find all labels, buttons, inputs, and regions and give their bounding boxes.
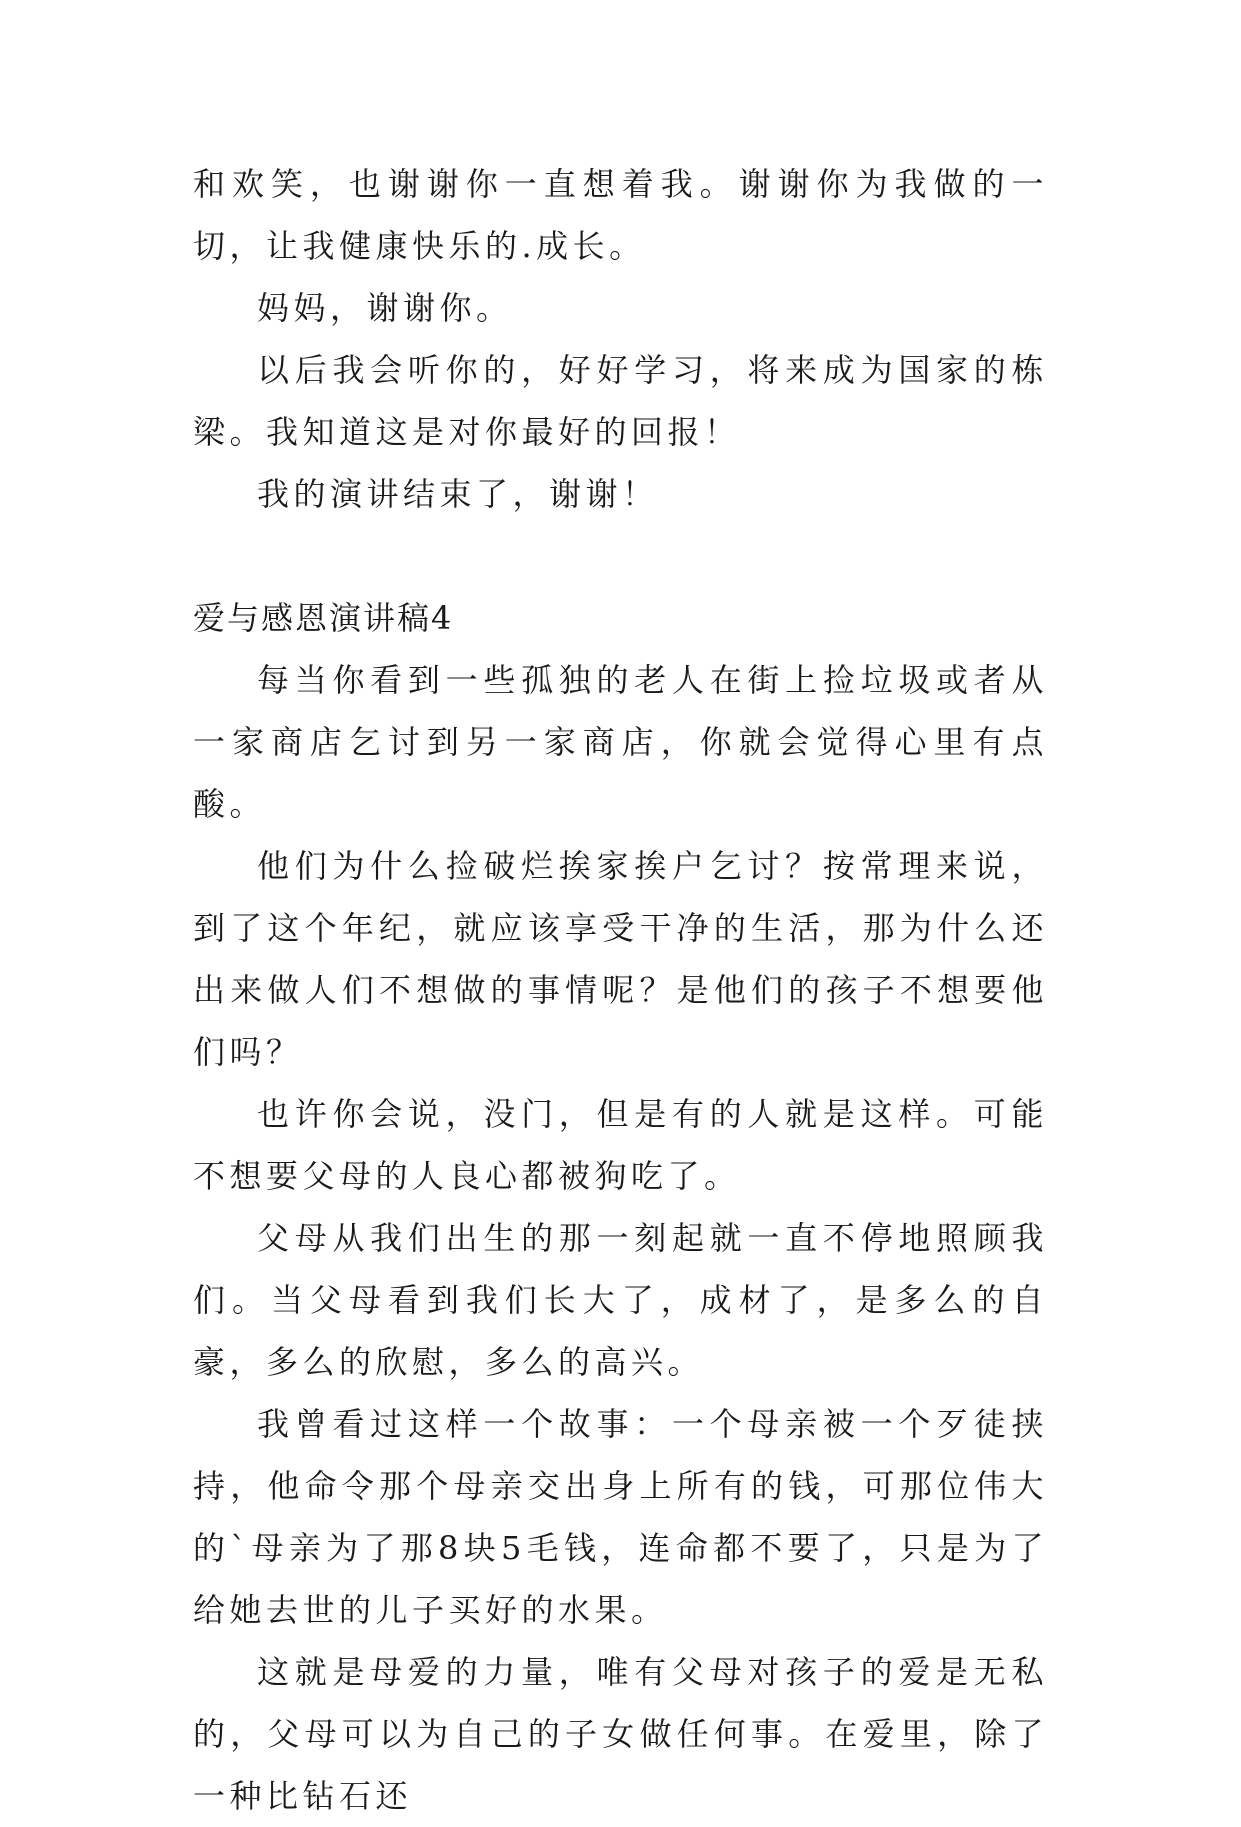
document-page <box>193 153 1048 1827</box>
blank-line <box>193 525 1048 587</box>
section-title: 爱与感恩演讲稿4 <box>193 599 454 637</box>
paragraph: 这就是母爱的力量，唯有父母对孩子的爱是无私的，父母可以为自己的子女做任何事。在爱里，除了一种比钻石还 <box>193 1653 1048 1815</box>
paragraph: 我曾看过这样一个故事：一个母亲被一个歹徒挟持，他命令那个母亲交出身上所有的钱，可那位伟大的`母亲为了那8块5毛钱，连命都不要了，只是为了给她去世的儿子买好的水果。 <box>193 1405 1048 1629</box>
paragraph: 我的演讲结束了，谢谢！ <box>257 475 659 513</box>
paragraph: 也许你会说，没门，但是有的人就是这样。可能不想要父母的人良心都被狗吃了。 <box>193 1095 1048 1195</box>
paragraph: 和欢笑，也谢谢你一直想着我。谢谢你为我做的一切，让我健康快乐的.成长。 <box>193 165 1048 265</box>
paragraph: 以后我会听你的，好好学习，将来成为国家的栋梁。我知道这是对你最好的回报！ <box>193 351 1048 451</box>
paragraph: 他们为什么捡破烂挨家挨户乞讨？按常理来说，到了这个年纪，就应该享受干净的生活，那为什么还出来做人们不想做的事情呢？是他们的孩子不想要他们吗？ <box>193 847 1048 1071</box>
paragraph: 妈妈，谢谢你。 <box>257 289 513 327</box>
paragraph: 每当你看到一些孤独的老人在街上捡垃圾或者从一家商店乞讨到另一家商店，你就会觉得心里有点酸。 <box>193 661 1048 823</box>
paragraph: 父母从我们出生的那一刻起就一直不停地照顾我们。当父母看到我们长大了，成材了，是多么的自豪，多么的欣慰，多么的高兴。 <box>193 1219 1048 1381</box>
